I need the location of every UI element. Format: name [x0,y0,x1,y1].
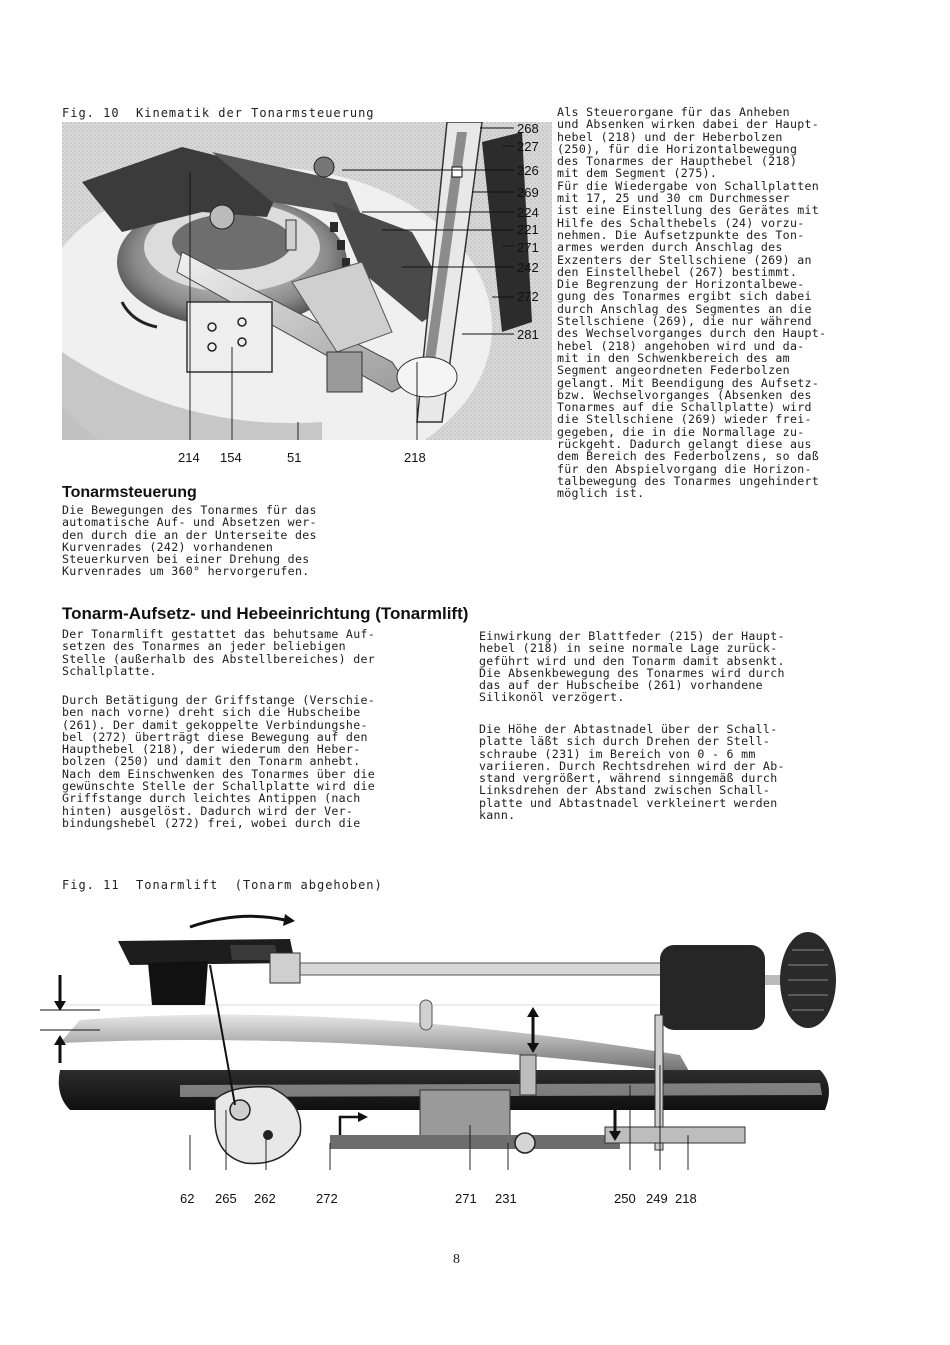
callout-214: 214 [178,450,200,465]
text-line: Nach dem Einschwenken des Tonarmes über die [62,766,376,781]
text-line: Tonarmes auf die Schallplatte) wird [557,400,812,415]
fig11-tonearm-lift-illustration [40,905,840,1170]
callout-224: 224 [517,205,539,220]
text-line: Kurvenrades um 360° hervorgerufen. [62,564,310,579]
text-line: Einwirkung der Blattfeder (215) der Haupt- [479,629,785,643]
text-line: Hilfe des Schalthebels (24) vorzu- [557,215,805,230]
fig11-caption: Fig. 11 Tonarmlift (Tonarm abgehoben) [62,878,383,892]
text-line: Die Bewegungen des Tonarmes für das [62,503,317,517]
text-line: mit in den Schwenkbereich des am [557,350,790,365]
tonarmsteuerung-text [62,504,317,578]
section-heading-tonarmsteuerung: Tonarmsteuerung [62,484,197,501]
text-line: Die Höhe der Abtastnadel über der Schall- [479,722,778,736]
callout-62: 62 [180,1191,195,1206]
callout-249: 249 [646,1191,668,1206]
text-line: schraube (231) im Bereich von 0 - 6 mm [479,746,756,761]
section-heading-tonarmlift: Tonarm-Aufsetz- und Hebeeinrichtung (Tonarmlift) [62,604,469,623]
text-line: setzen des Tonarmes an jeder beliebigen [62,639,346,654]
tonarmlift-right-p1 [479,630,785,704]
callout-51: 51 [287,450,302,465]
text-line: nehmen. Die Aufsetzpunkte des Ton- [557,227,805,242]
text-line: gegeben, die in die Normallage zu- [557,424,805,439]
text-line: den durch die an der Unterseite des [62,527,317,542]
text-line: hinten) ausgelöst. Dadurch wird der Ver- [62,803,354,818]
text-line: mit dem Segment (275). [557,166,718,181]
callout-218: 218 [404,450,426,465]
text-line: stand vergrößert, während sinngemäß durch [479,771,778,786]
text-line: Stelle (außerhalb des Abstellbereiches) der [62,651,376,666]
text-line: platte läßt sich durch Drehen der Stell- [479,734,771,749]
callout-271-fig11: 271 [455,1191,477,1206]
callout-250: 250 [614,1191,636,1206]
fig10-mechanism-illustration [62,122,552,440]
text-line: Kurvenrades (242) vorhandenen [62,539,274,554]
text-line: des Tonarmes der Haupthebel (218) [557,154,798,169]
callout-281: 281 [517,327,539,342]
text-line: Für die Wiedergabe von Schallplatten [557,178,820,193]
text-line: Durch Betätigung der Griffstange (Verschie- [62,693,376,707]
callout-272: 272 [517,289,539,304]
callout-231: 231 [495,1191,517,1206]
callout-221: 221 [517,222,539,237]
text-line: möglich ist. [557,486,645,501]
text-line: armes werden durch Anschlag des [557,240,783,255]
callout-227: 227 [517,139,539,154]
text-line: kann. [479,808,516,823]
tonarmlift-left-p1 [62,628,375,677]
text-line: bindungshebel (272) frei, wobei durch die [62,815,361,830]
text-line: gung des Tonarmes ergibt sich dabei [557,289,812,304]
text-line: durch Anschlag des Segmentes an die [557,301,812,316]
tonarmlift-right-p2 [479,723,785,821]
text-line: hebel (218) angehoben wird und da- [557,338,805,353]
text-line: Die Begrenzung der Horizontalbewe- [557,277,805,292]
text-line: hebel (218) in seine normale Lage zurück- [479,641,778,656]
callout-154: 154 [220,450,242,465]
text-line: Der Tonarmlift gestattet das behutsame Auf- [62,627,376,641]
callout-265: 265 [215,1191,237,1206]
fig11-photo [40,905,840,1170]
text-line: automatische Auf- und Absetzen wer- [62,515,317,530]
callout-272-fig11: 272 [316,1191,338,1206]
text-line: Silikonöl verzögert. [479,690,625,705]
text-line: Haupthebel (218), der wiederum den Heber- [62,742,361,757]
page-number: 8 [453,1252,460,1267]
text-line: (261). Der damit gekoppelte Verbindungshe- [62,717,368,732]
callout-218-fig11: 218 [675,1191,697,1206]
callout-271: 271 [517,240,539,255]
text-line: hebel (218) und der Heberbolzen [557,129,783,144]
text-line: (250), für die Horizontalbewegung [557,141,798,156]
text-line: Steuerkurven bei einer Drehung des [62,552,310,567]
callout-268: 268 [517,121,539,136]
text-line: bel (272) überträgt diese Bewegung auf den [62,729,368,744]
text-line: des Wechselvorganges durch den Haupt- [557,326,827,341]
text-line: Linksdrehen der Abstand zwischen Schall- [479,783,771,798]
text-line: bolzen (250) und damit den Tonarm anhebt. [62,754,361,769]
text-line: gelangt. Mit Beendigung des Aufsetz- [557,375,820,390]
text-line: Segment angeordneten Federbolzen [557,363,790,378]
text-line: geführt wird und den Tonarm damit absenkt. [479,653,785,668]
callout-242: 242 [517,260,539,275]
text-line: dem Bereich des Federbolzens, so daß [557,449,820,464]
text-line: talbewegung des Tonarmes ungehindert [557,473,820,488]
text-line: für den Abspielvorgang die Horizon- [557,461,812,476]
text-line: Schallplatte. [62,663,157,678]
text-line: mit 17, 25 und 30 cm Durchmesser [557,191,790,206]
fig10-caption: Fig. 10 Kinematik der Tonarmsteuerung [62,106,375,120]
callout-269: 269 [517,185,539,200]
right-column-text [557,106,826,500]
tonarmlift-left-p2 [62,694,375,829]
text-line: bzw. Wechselvorganges (Absenken des [557,387,812,402]
text-line: Als Steuerorgane für das Anheben [557,105,790,119]
text-line: Stellschiene (269), die nur während [557,314,812,329]
text-line: platte und Abtastnadel verkleinert werden [479,795,778,810]
callout-262: 262 [254,1191,276,1206]
text-line: Die Absenkbewegung des Tonarmes wird durch [479,665,785,680]
text-line: Griffstange durch leichtes Antippen (nach [62,791,361,806]
text-line: gewünschte Stelle der Schallplatte wird die [62,779,376,794]
text-line: ben nach vorne) dreht sich die Hubscheibe [62,705,361,720]
text-line: den Einstellhebel (267) bestimmt. [557,264,798,279]
text-line: rückgeht. Dadurch gelangt diese aus [557,437,812,452]
text-line: variieren. Durch Rechtsdrehen wird der Ab- [479,758,785,773]
callout-226: 226 [517,163,539,178]
text-line: und Absenken wirken dabei der Haupt- [557,117,820,132]
text-line: Exzenters der Stellschiene (269) an [557,252,812,267]
fig10-photo [62,122,552,440]
text-line: das auf der Hubscheibe (261) vorhandene [479,678,763,693]
text-line: ist eine Einstellung des Gerätes mit [557,203,820,218]
text-line: die Stellschiene (269) wieder frei- [557,412,812,427]
